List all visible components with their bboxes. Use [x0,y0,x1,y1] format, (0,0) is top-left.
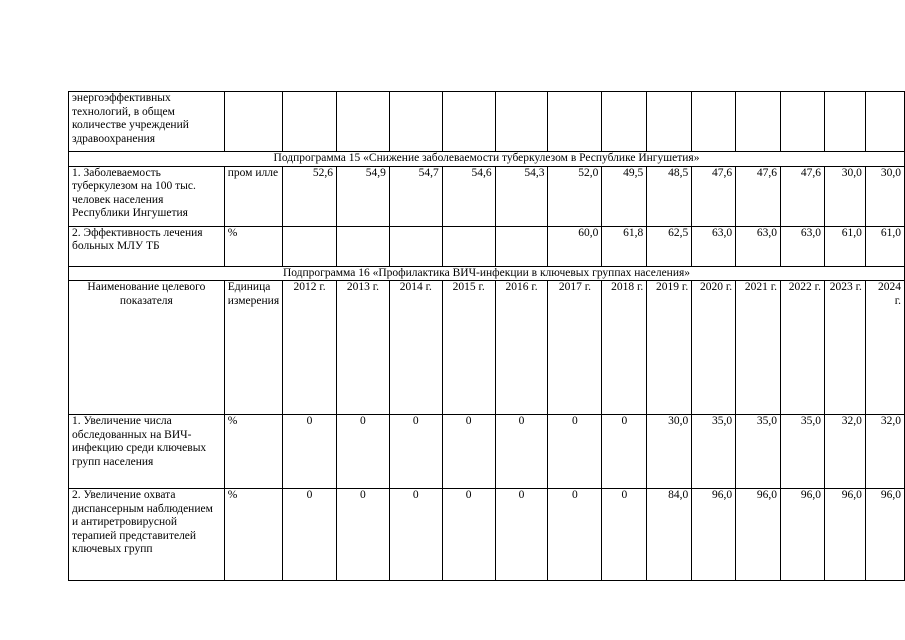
value-cell: 63,0 [692,226,736,266]
value-cell: 35,0 [692,415,736,489]
indicator-unit: пром илле [224,166,282,226]
value-cell: 96,0 [824,489,865,581]
value-cell: 0 [389,415,442,489]
indicator-name: 1. Увеличение числа обследованных на ВИЧ-инфекцию среди ключевых групп населения [69,415,225,489]
column-header-year: 2015 г. [442,281,495,415]
table-row [69,92,905,152]
table-row [69,489,905,581]
value-cell: 96,0 [736,489,781,581]
value-cell: 35,0 [736,415,781,489]
empty-cell [495,92,548,152]
column-header-year: 2013 г. [336,281,389,415]
value-cell [283,226,337,266]
value-cell: 30,0 [824,166,865,226]
indicator-name: 2. Эффективность лечения больных МЛУ ТБ [69,226,225,266]
indicator-name: 1. Заболеваемость туберкулезом на 100 тыс. человек населения Республики Ингушетия [69,166,225,226]
empty-cell [781,92,825,152]
column-header-year: 2016 г. [495,281,548,415]
indicators-table [68,91,905,581]
value-cell: 32,0 [865,415,904,489]
value-cell: 96,0 [865,489,904,581]
value-cell: 62,5 [647,226,692,266]
value-cell: 0 [548,489,602,581]
empty-cell [647,92,692,152]
value-cell: 47,6 [736,166,781,226]
value-cell: 63,0 [736,226,781,266]
value-cell: 54,6 [442,166,495,226]
table-row [69,166,905,226]
column-header-year: 2012 г. [283,281,337,415]
empty-cell [736,92,781,152]
value-cell: 0 [495,489,548,581]
empty-cell [824,92,865,152]
value-cell: 61,8 [602,226,647,266]
column-header-unit: Единица измерения [224,281,282,415]
empty-cell [224,92,282,152]
column-header-year: 2023 г. [824,281,865,415]
value-cell: 61,0 [824,226,865,266]
value-cell: 30,0 [865,166,904,226]
value-cell: 52,6 [283,166,337,226]
table-row [69,226,905,266]
subprogram-title: Подпрограмма 16 «Профилактика ВИЧ-инфекции в ключевых группах населения» [69,266,905,281]
value-cell: 0 [283,415,337,489]
value-cell: 52,0 [548,166,602,226]
column-header-year: 2022 г. [781,281,825,415]
empty-cell [865,92,904,152]
empty-cell [442,92,495,152]
header-row [69,281,905,415]
empty-cell [336,92,389,152]
empty-cell [283,92,337,152]
value-cell: 0 [442,489,495,581]
value-cell [442,226,495,266]
value-cell: 0 [442,415,495,489]
subprogram-15-row [69,152,905,167]
subprogram-title: Подпрограмма 15 «Снижение заболеваемости туберкулезом в Республике Ингушетия» [69,152,905,167]
value-cell: 0 [283,489,337,581]
value-cell: 47,6 [692,166,736,226]
indicator-unit: % [224,226,282,266]
value-cell: 61,0 [865,226,904,266]
value-cell: 96,0 [781,489,825,581]
subprogram-16-row [69,266,905,281]
column-header-year: 2021 г. [736,281,781,415]
indicator-name: 2. Увеличение охвата диспансерным наблюдением и антиретровирусной терапией представителей ключевых групп [69,489,225,581]
value-cell: 0 [389,489,442,581]
table-row [69,415,905,489]
value-cell: 0 [336,415,389,489]
value-cell [336,226,389,266]
value-cell: 54,7 [389,166,442,226]
value-cell: 30,0 [647,415,692,489]
column-header-year: 2020 г. [692,281,736,415]
value-cell: 54,9 [336,166,389,226]
value-cell [389,226,442,266]
empty-cell [389,92,442,152]
value-cell: 0 [602,489,647,581]
column-header-year: 2024 г. [865,281,904,415]
column-header-year: 2017 г. [548,281,602,415]
empty-cell [548,92,602,152]
value-cell: 0 [548,415,602,489]
indicator-unit: % [224,415,282,489]
value-cell: 84,0 [647,489,692,581]
empty-cell [692,92,736,152]
value-cell: 32,0 [824,415,865,489]
column-header-year: 2014 г. [389,281,442,415]
value-cell: 0 [495,415,548,489]
value-cell: 60,0 [548,226,602,266]
empty-cell [602,92,647,152]
value-cell: 63,0 [781,226,825,266]
column-header-year: 2019 г. [647,281,692,415]
value-cell: 35,0 [781,415,825,489]
value-cell: 0 [336,489,389,581]
column-header-name: Наименование целевого показателя [69,281,225,415]
value-cell: 96,0 [692,489,736,581]
value-cell [495,226,548,266]
value-cell: 49,5 [602,166,647,226]
indicator-name: энергоэффективных технологий, в общем количестве учреждений здравоохранения [69,92,225,152]
value-cell: 47,6 [781,166,825,226]
value-cell: 54,3 [495,166,548,226]
indicator-unit: % [224,489,282,581]
column-header-year: 2018 г. [602,281,647,415]
value-cell: 0 [602,415,647,489]
value-cell: 48,5 [647,166,692,226]
